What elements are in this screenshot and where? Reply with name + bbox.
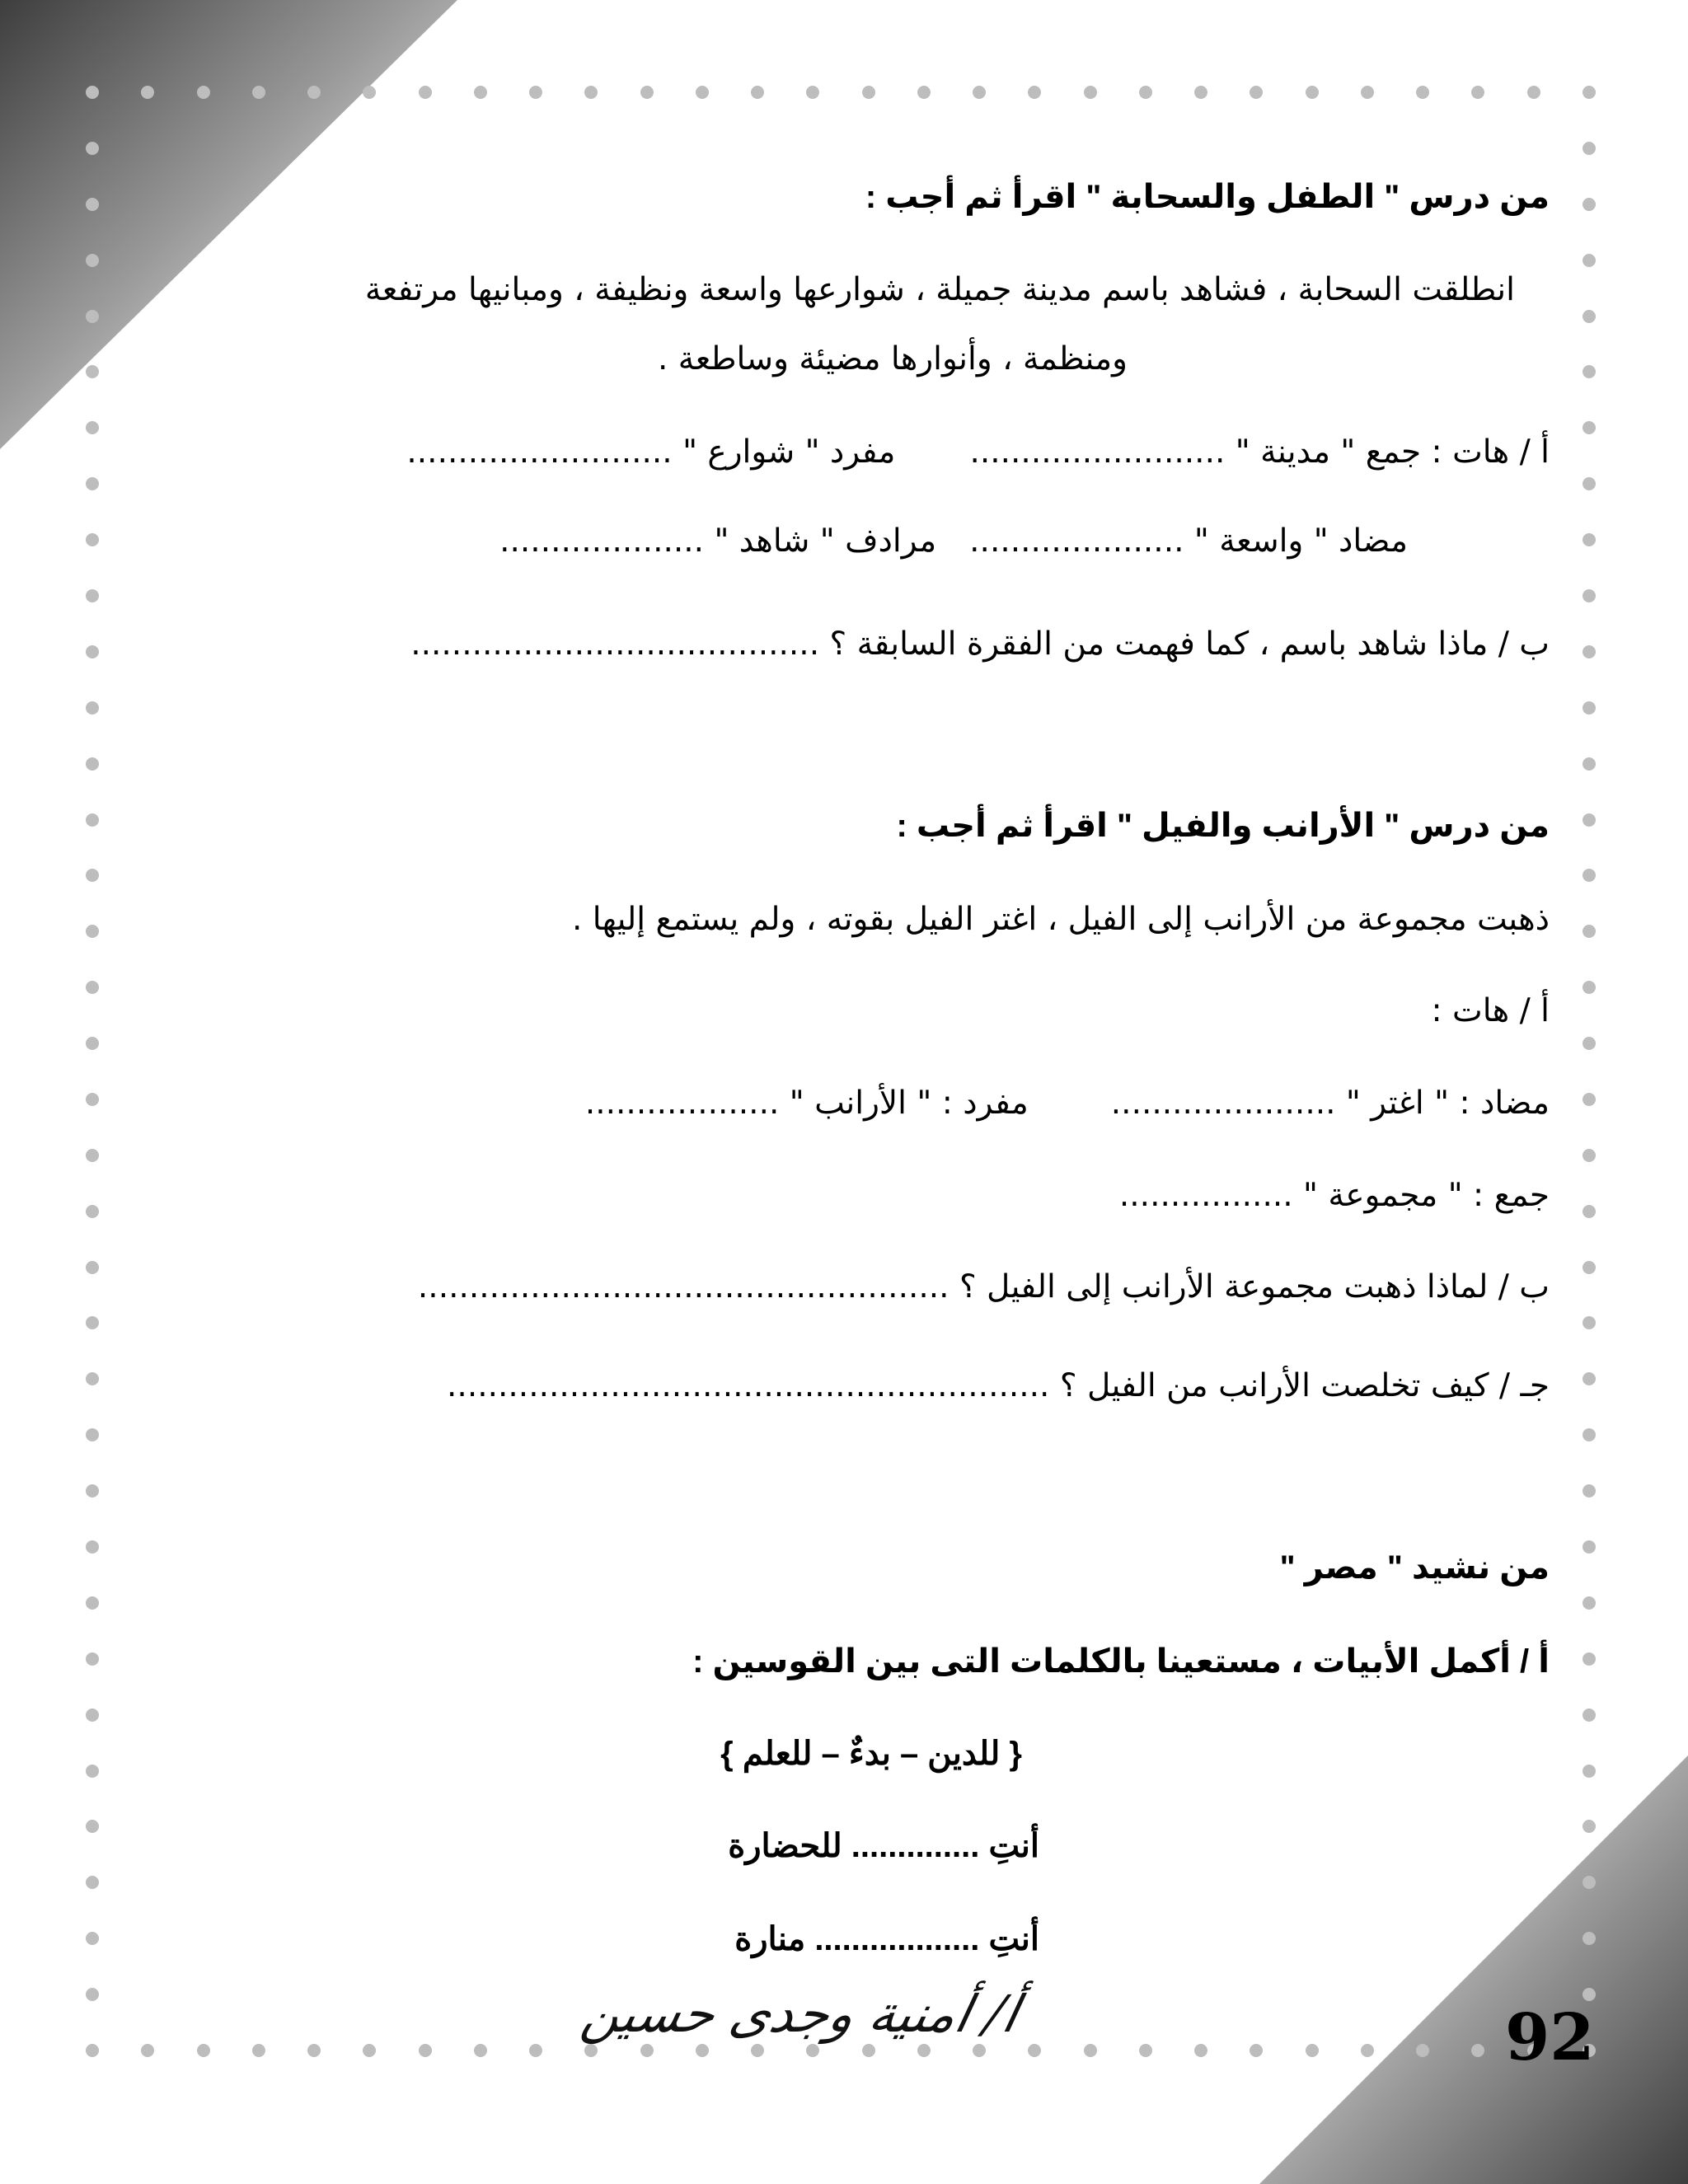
section2-question-a1	[585, 1084, 1550, 1123]
antonym-ightarra-blank[interactable]: مضاد : " اغتر " ......................	[1110, 1085, 1550, 1122]
section1-passage-line2: ومنظمة ، وأنوارها مضيئة وساطعة .	[657, 340, 1128, 377]
section2-question-a2[interactable]: جمع : " مجموعة " .................	[1118, 1177, 1550, 1214]
synonym-shahid-blank[interactable]: مرادف " شاهد " ....................	[499, 523, 937, 560]
section1-question-a2	[499, 522, 1408, 561]
singular-shawarie-blank[interactable]: مفرد " شوارع " ..........................	[406, 434, 896, 471]
section1-title: من درس " الطفل والسحابة " اقرأ ثم أجب :	[865, 179, 1550, 215]
section1-question-b[interactable]: ب / ماذا شاهد باسم ، كما فهمت من الفقرة السابقة ؟ ........................................	[410, 626, 1550, 663]
section2-question-b[interactable]: ب / لماذا ذهبت مجموعة الأرانب إلى الفيل ؟ ....................................................	[417, 1268, 1550, 1305]
page-number: 92	[1505, 2000, 1595, 2075]
section1-question-a1	[406, 433, 1550, 472]
section1-passage-line1: انطلقت السحابة ، فشاهد باسم مدينة جميلة ، شوارعها واسعة ونظيفة ، ومبانيها مرتفعة	[364, 271, 1515, 308]
verse-1-blank[interactable]: أنتِ .............. للحضارة	[728, 1828, 1039, 1864]
verse-2-blank[interactable]: أنتِ .................. منارة	[734, 1921, 1039, 1957]
section2-question-c[interactable]: جـ / كيف تخلصت الأرانب من الفيل ؟ ...........................................................	[447, 1367, 1550, 1404]
section3-instruction: أ / أكمل الأبيات ، مستعينا بالكلمات التى بين القوسين :	[692, 1643, 1550, 1680]
antonym-wasiea-blank[interactable]: مضاد " واسعة " .....................	[969, 523, 1408, 560]
plural-madina-blank[interactable]: أ / هات : جمع " مدينة " .........................	[969, 434, 1550, 471]
svg-text:أ/ أمنية وجدى حسين: أ/ أمنية وجدى حسين	[576, 1984, 1025, 2044]
singular-aranib-blank[interactable]: مفرد : " الأرانب " ...................	[584, 1085, 1029, 1122]
author-signature	[124, 1966, 1025, 2056]
section2-passage: ذهبت مجموعة من الأرانب إلى الفيل ، اغتر الفيل بقوته ، ولم يستمع إليها .	[571, 901, 1550, 938]
section2-title: من درس " الأرانب والفيل " اقرأ ثم أجب :	[896, 808, 1550, 844]
section2-question-a-intro: أ / هات :	[1431, 992, 1550, 1029]
section3-title: من نشيد " مصر "	[1279, 1549, 1550, 1586]
word-bank: { للدين – بدءٌ – للعلم }	[720, 1736, 1022, 1772]
